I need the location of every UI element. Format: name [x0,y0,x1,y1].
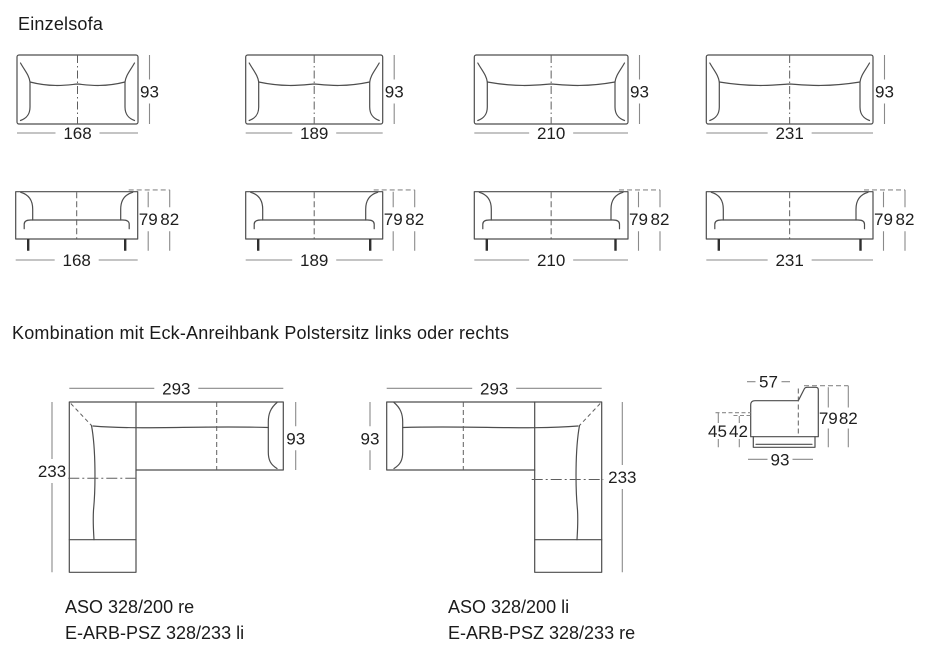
extension-dashed-line [716,413,751,416]
armrest-line [21,63,31,121]
dimension-label: 79 [629,210,648,230]
dimension-label: 168 [63,124,92,143]
combination-plan-right [387,402,604,572]
dimension-label: 93 [286,429,306,449]
dimension-label: 233 [37,462,67,481]
sofa-top-view [246,55,383,124]
armrest-line [479,192,491,220]
dimension-label: 210 [536,251,566,270]
model-code: ASO 328/200 li [448,597,570,617]
combination-plan-left [68,402,283,572]
dimension-label: 93 [875,82,894,102]
sofa-front-view [16,192,138,251]
backrest-line [93,426,268,428]
model-code: E-ARB-PSZ 328/233 li [65,623,245,643]
dimension-label: 93 [384,82,404,102]
dimension-label: 57 [759,372,778,392]
armrest-line [366,192,378,220]
dimension-label: 210 [536,124,566,143]
dimension-label: 79 [383,210,403,230]
dimension-label: 189 [300,251,329,270]
armrest-line [21,192,33,220]
backrest-line [403,426,578,428]
corner-seam-dashed [71,404,92,426]
dimension-label: 82 [405,210,425,230]
armrest-line [856,192,868,220]
dimension-label: 82 [895,210,915,230]
armrest-line [611,192,623,220]
dimension-label: 293 [162,379,191,399]
dimension-label: 233 [608,468,637,487]
backrest-line [92,426,95,540]
page-title: Einzelsofa [18,14,104,34]
backrest-line [576,426,579,540]
dimension-label: 42 [729,422,748,441]
dimension-label: 93 [360,429,380,449]
sofa-legs [28,239,125,251]
armrest-line [711,192,723,220]
dimension-label: 79 [818,409,838,428]
plinth-outline [753,437,815,448]
sofa-front-view [246,192,383,251]
corner-seam-dashed [580,404,601,426]
model-code: E-ARB-PSZ 328/233 re [448,623,636,643]
dimension-label: 293 [480,379,509,399]
dimension-label: 79 [138,210,158,230]
dimension-label: 168 [62,251,91,270]
dimension-label: 45 [708,422,727,441]
dimension-label: 82 [650,210,670,230]
armrest-line [268,403,277,469]
armrest-line [478,63,488,121]
dimension-label: 231 [775,124,804,143]
sofa-top-view [706,55,873,124]
dimension-label: 189 [300,124,329,143]
dimension-label: 82 [160,210,180,230]
combination-right-label [448,594,635,646]
combination-section-title: Kombination mit Eck-Anreihbank Polstersitz links oder rechts [12,323,510,343]
armrest-line [125,63,135,121]
sofa-legs [258,239,370,251]
armrest-line [615,63,625,121]
armrest-line [860,63,870,121]
dimension-label: 231 [775,251,804,270]
model-code: ASO 328/200 re [65,597,195,617]
sofa-legs [487,239,616,251]
armrest-line [251,192,263,220]
dimension-label: 93 [630,82,649,102]
armrest-line [121,192,133,220]
armrest-line [394,403,403,469]
dimension-label: 93 [770,450,790,470]
sofa-top-view [17,55,138,124]
sofa-legs [719,239,861,251]
armrest-line [370,63,380,121]
sofa-front-view [474,192,628,251]
armrest-line [249,63,259,121]
sofa-top-view [474,55,628,124]
dimension-label: 82 [838,409,858,428]
side-outline [751,387,819,436]
armrest-line [710,63,720,121]
combination-left-label [65,594,244,646]
dimension-label: 93 [140,82,159,102]
sofa-front-view [706,192,873,251]
dimension-label: 79 [874,210,893,230]
